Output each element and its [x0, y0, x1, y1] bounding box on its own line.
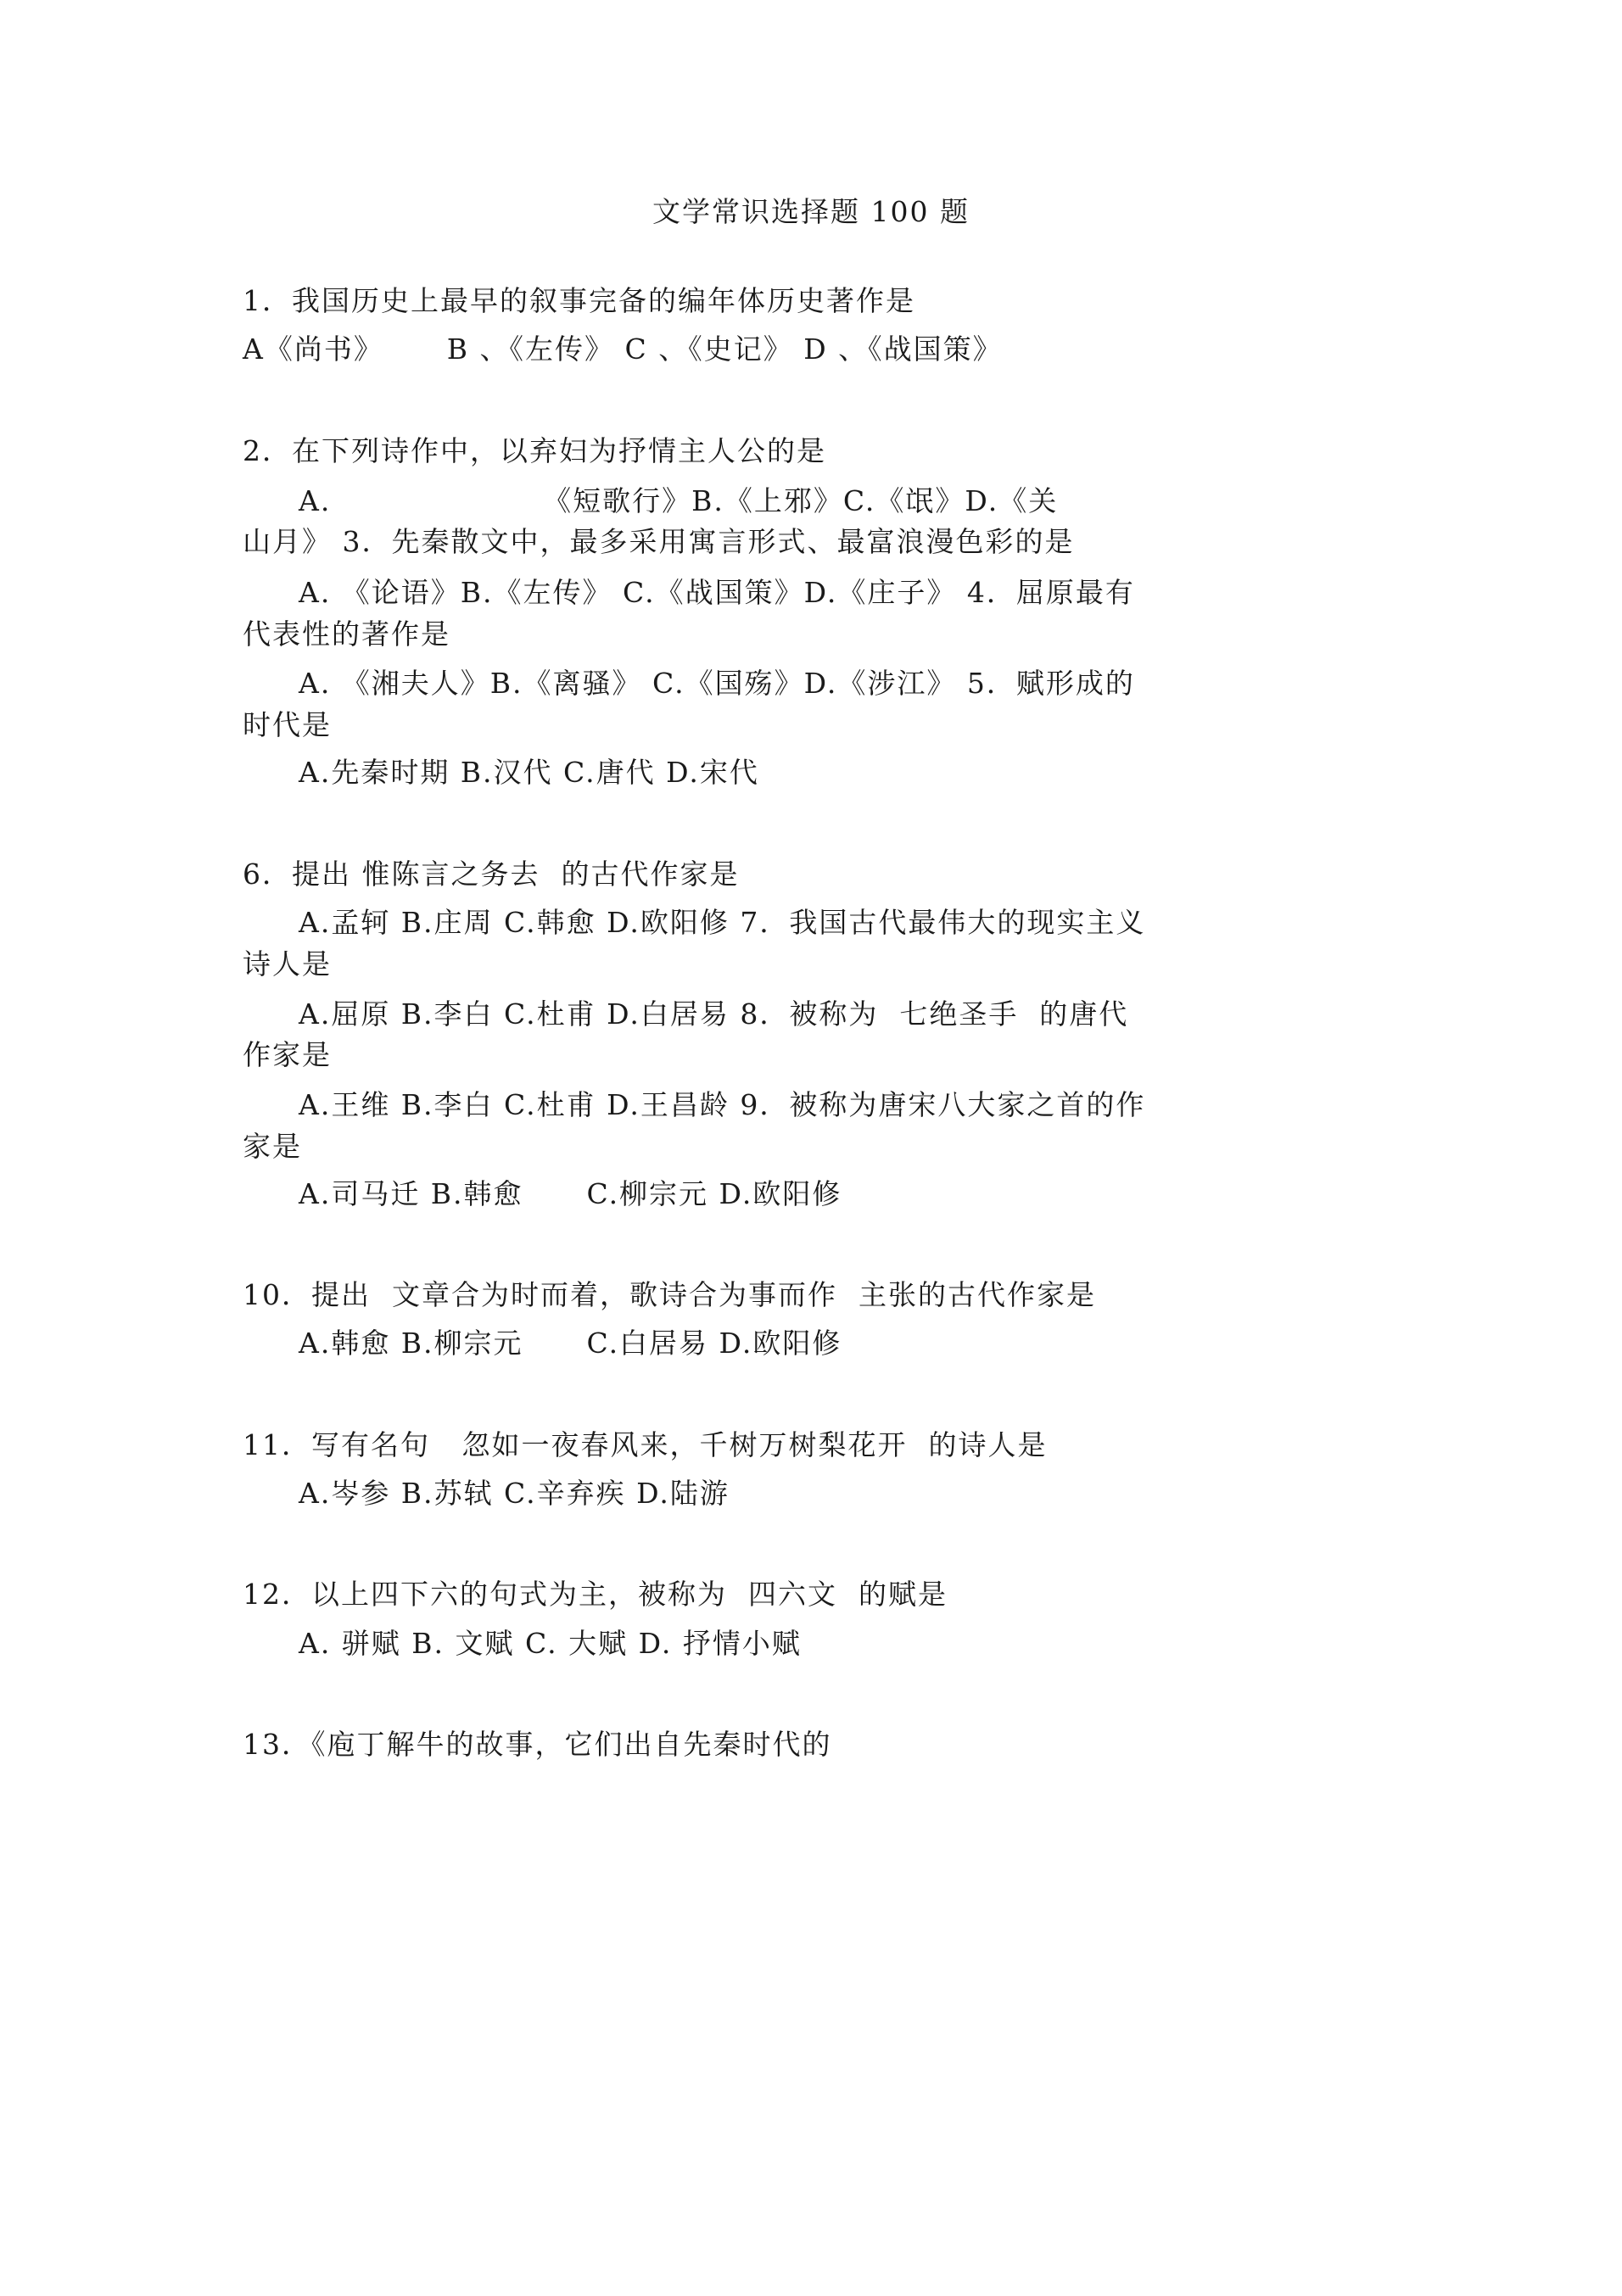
question-8-options: A.王维 B.李白 C.杜甫 D.王昌龄 9．被称为唐宋八大家之首的作 — [299, 1088, 1146, 1121]
question-5-stem: 时代是 — [243, 708, 332, 741]
question-2-options: A. 《短歌行》B.《上邪》C.《氓》D.《关 — [299, 484, 1059, 517]
question-7-stem: 诗人是 — [243, 947, 332, 980]
question-4-stem: 代表性的著作是 — [243, 617, 450, 651]
question-6-options: A.孟轲 B.庄周 C.韩愈 D.欧阳修 7．我国古代最伟大的现实主义 — [299, 906, 1146, 939]
question-3-stem: 山月》 3．先秦散文中，最多采用寓言形式、最富浪漫色彩的是 — [243, 525, 1075, 558]
question-6-stem: 6．提出 惟陈言之务去 的古代作家是 — [243, 858, 740, 891]
question-12-options: A. 骈赋 B. 文赋 C. 大赋 D. 抒情小赋 — [299, 1627, 802, 1660]
question-1-stem: 1．我国历史上最早的叙事完备的编年体历史著作是 — [243, 284, 915, 317]
question-4-options: A. 《湘夫人》B.《离骚》 C.《国殇》D.《涉江》 5．赋形成的 — [299, 667, 1135, 700]
question-9-options: A.司马迁 B.韩愈 C.柳宗元 D.欧阳修 — [299, 1177, 842, 1210]
question-8-stem: 作家是 — [243, 1038, 332, 1071]
question-11-stem: 11．写有名句 忽如一夜春风来，千树万树梨花开 的诗人是 — [243, 1428, 1048, 1461]
question-1-options: A《尚书》 B 、《左传》 C 、《史记》 D 、《战国策》 — [243, 332, 1003, 366]
question-3-options: A. 《论语》B.《左传》 C.《战国策》D.《庄子》 4．屈原最有 — [299, 576, 1135, 609]
question-10-options: A.韩愈 B.柳宗元 C.白居易 D.欧阳修 — [299, 1327, 842, 1360]
question-12-stem: 12．以上四下六的句式为主，被称为 四六文 的赋是 — [243, 1578, 948, 1611]
question-5-options: A.先秦时期 B.汉代 C.唐代 D.宋代 — [299, 756, 759, 789]
question-9-stem: 家是 — [243, 1130, 302, 1163]
question-2-stem: 2．在下列诗作中，以弃妇为抒情主人公的是 — [243, 434, 826, 467]
document-title: 文学常识选择题 100 题 — [652, 195, 970, 228]
question-10-stem: 10．提出 文章合为时而着，歌诗合为事而作 主张的古代作家是 — [243, 1278, 1096, 1311]
question-11-options: A.岑参 B.苏轼 C.辛弃疾 D.陆游 — [299, 1477, 730, 1510]
question-7-options: A.屈原 B.李白 C.杜甫 D.白居易 8．被称为 七绝圣手 的唐代 — [299, 997, 1129, 1031]
question-13-stem: 13．《庖丁解牛的故事，它们出自先秦时代的 — [243, 1728, 832, 1761]
